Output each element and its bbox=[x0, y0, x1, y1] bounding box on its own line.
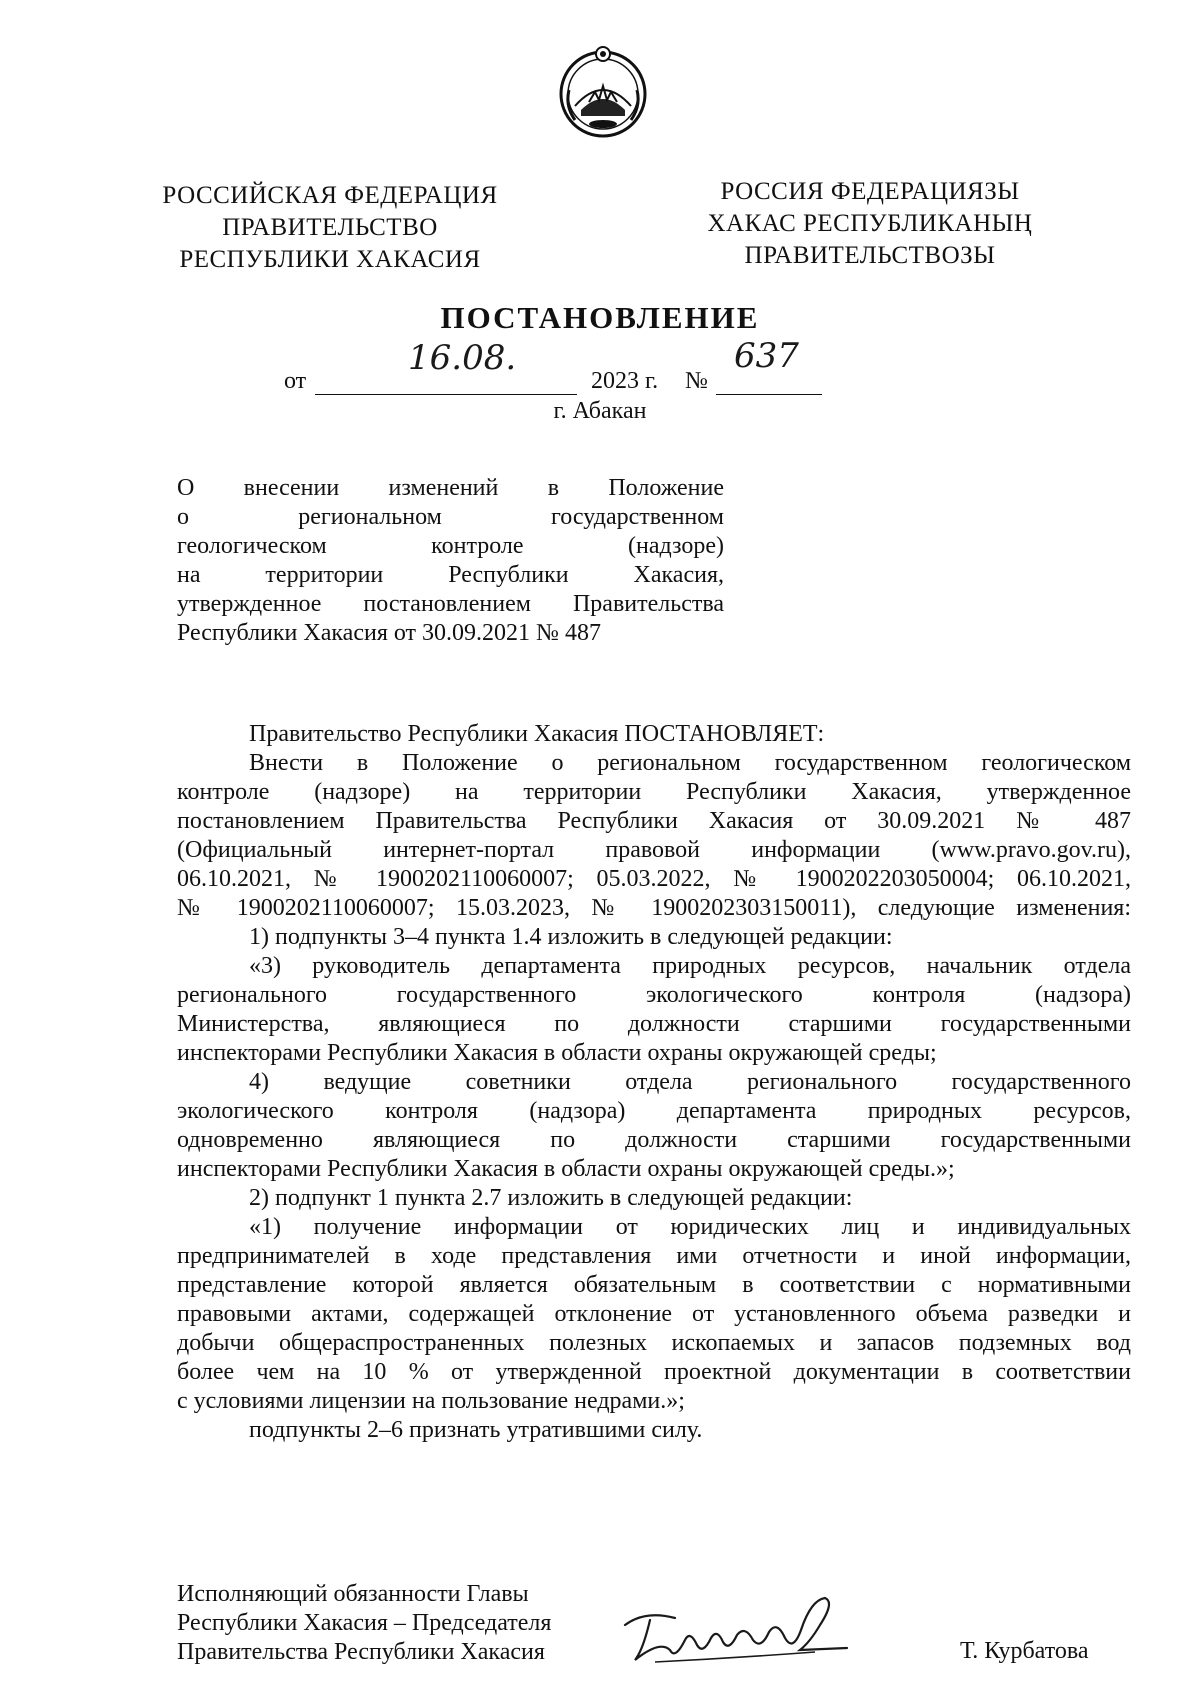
document-title: ПОСТАНОВЛЕНИЕ bbox=[440, 300, 760, 335]
date-year: 2023 г. bbox=[591, 368, 659, 394]
header-left-line: РЕСПУБЛИКИ ХАКАСИЯ bbox=[179, 246, 481, 273]
body-line: 2) подпункт 1 пункта 2.7 изложить в следующей редакции: bbox=[249, 1185, 853, 1211]
header-right-line: ХАКАС РЕСПУБЛИКАНЫҢ bbox=[707, 210, 1033, 237]
subject-line: Республики Хакасия от 30.09.2021 № 487 bbox=[177, 620, 601, 646]
body-line: правовыми актами, содержащей отклонение от установленного объема разведки и bbox=[177, 1301, 1131, 1327]
body-line: (Официальный интернет-портал правовой информации (www.pravo.gov.ru), bbox=[177, 837, 1131, 863]
body-line: 1) подпункты 3–4 пункта 1.4 изложить в следующей редакции: bbox=[249, 924, 893, 950]
subject-line: О внесении изменений в Положение bbox=[177, 475, 724, 501]
body-line: с условиями лицензии на пользование недрами.»; bbox=[177, 1388, 685, 1414]
body-line: предпринимателей в ходе представления ими отчетности и иной информации, bbox=[177, 1243, 1131, 1269]
body-line: постановлением Правительства Республики Хакасия от 30.09.2021 № 487 bbox=[177, 808, 1131, 834]
body-text bbox=[177, 720, 1131, 1445]
body-line: 4) ведущие советники отдела регионального государственного bbox=[249, 1069, 1131, 1095]
subject-line: о региональном государственном bbox=[177, 504, 724, 530]
signature-title-line: Правительства Республики Хакасия bbox=[177, 1639, 545, 1665]
header-left-line: ПРАВИТЕЛЬСТВО bbox=[222, 214, 438, 241]
body-line: «1) получение информации от юридических лиц и индивидуальных bbox=[249, 1214, 1131, 1240]
body-line: «3) руководитель департамента природных ресурсов, начальник отдела bbox=[249, 953, 1131, 979]
signer-name: Т. Курбатова bbox=[960, 1638, 1089, 1664]
number-prefix: № bbox=[685, 368, 708, 394]
body-line: представление которой является обязательным в соответствии с нормативными bbox=[177, 1272, 1131, 1298]
header-right-block bbox=[680, 176, 1060, 272]
handwritten-signature bbox=[615, 1580, 855, 1680]
body-line: контроле (надзоре) на территории Республики Хакасия, утвержденное bbox=[177, 779, 1131, 805]
date-handwritten: 16.08. bbox=[408, 338, 517, 378]
signature-title-line: Республики Хакасия – Председателя bbox=[177, 1610, 552, 1636]
number-underline bbox=[716, 394, 822, 395]
header-left-line: РОССИЙСКАЯ ФЕДЕРАЦИЯ bbox=[162, 182, 498, 209]
body-line: одновременно являющиеся по должности старшими государственными bbox=[177, 1127, 1131, 1153]
number-handwritten: 637 bbox=[734, 336, 799, 376]
signature-title-line: Исполняющий обязанности Главы bbox=[177, 1581, 529, 1607]
body-line: регионального государственного экологического контроля (надзора) bbox=[177, 982, 1131, 1008]
body-line: Правительство Республики Хакасия ПОСТАНОВЛЯЕТ: bbox=[249, 721, 825, 747]
header-right-line: ПРАВИТЕЛЬСТВОЗЫ bbox=[744, 242, 996, 269]
body-line: более чем на 10 % от утвержденной проектной документации в соответствии bbox=[177, 1359, 1131, 1385]
coat-of-arms-emblem bbox=[555, 44, 651, 140]
body-line: экологического контроля (надзора) департамента природных ресурсов, bbox=[177, 1098, 1131, 1124]
subject-block bbox=[177, 474, 724, 648]
header-left-block bbox=[150, 180, 510, 276]
subject-line: утвержденное постановлением Правительства bbox=[177, 591, 724, 617]
body-line: инспекторами Республики Хакасия в области охраны окружающей среды.»; bbox=[177, 1156, 955, 1182]
body-line: № 1900202110060007; 15.03.2023, № 1900202303150011), следующие изменения: bbox=[177, 895, 1131, 921]
header-right-line: РОССИЯ ФЕДЕРАЦИЯЗЫ bbox=[720, 178, 1020, 205]
body-line: Внести в Положение о региональном государственном геологическом bbox=[249, 750, 1131, 776]
subject-line: на территории Республики Хакасия, bbox=[177, 562, 724, 588]
body-line: 06.10.2021, № 1900202110060007; 05.03.2022, № 1900202203050004; 06.10.2021, bbox=[177, 866, 1131, 892]
body-line: инспекторами Республики Хакасия в области охраны окружающей среды; bbox=[177, 1040, 937, 1066]
city: г. Абакан bbox=[553, 398, 647, 424]
body-line: Министерства, являющиеся по должности старшими государственными bbox=[177, 1011, 1131, 1037]
body-line: подпункты 2–6 признать утратившими силу. bbox=[249, 1417, 703, 1443]
signature-block bbox=[177, 1580, 551, 1667]
date-prefix: от bbox=[284, 368, 307, 394]
date-underline bbox=[315, 394, 577, 395]
body-line: добычи общераспространенных полезных ископаемых и запасов подземных вод bbox=[177, 1330, 1131, 1356]
subject-line: геологическом контроле (надзоре) bbox=[177, 533, 724, 559]
